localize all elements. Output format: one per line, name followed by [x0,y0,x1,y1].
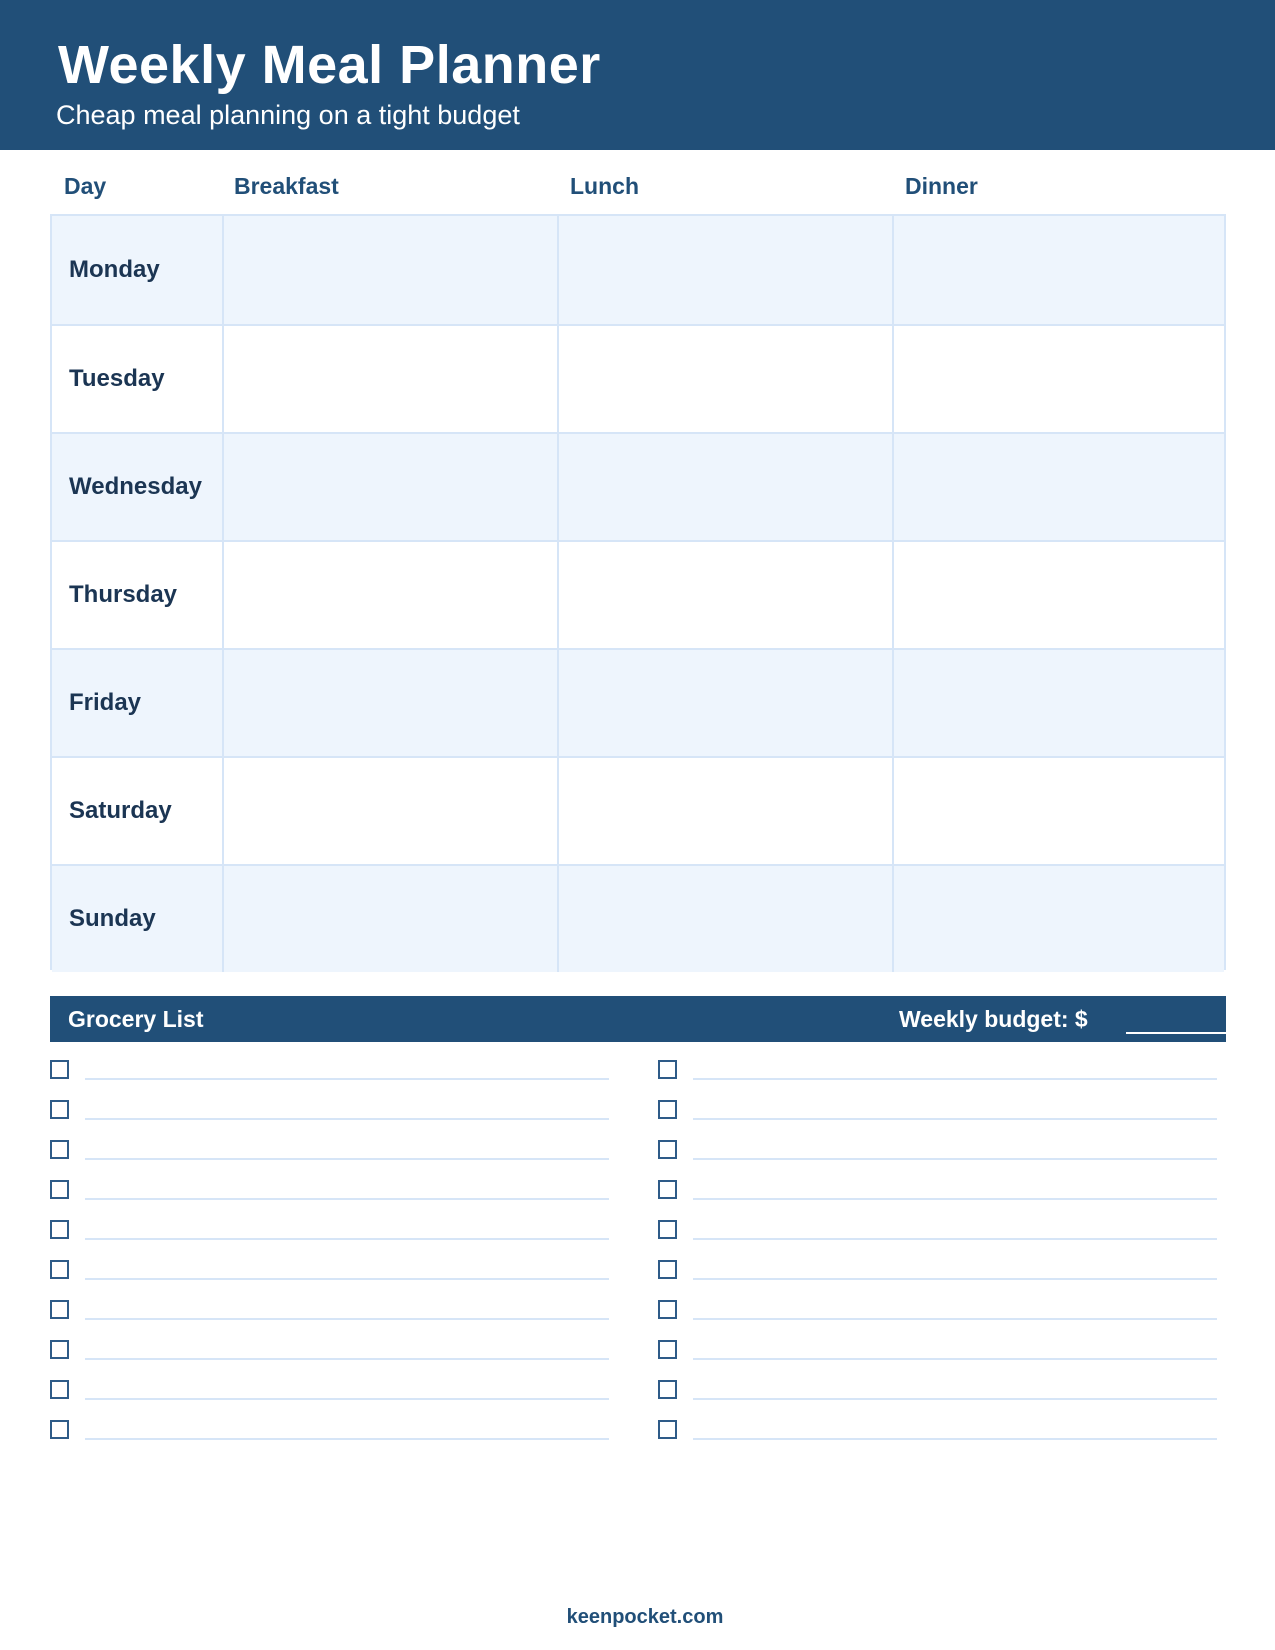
meal-row-thursday [52,540,1224,648]
meal-row-tuesday [52,324,1224,432]
grocery-item-line[interactable] [85,1238,609,1240]
dinner-cell[interactable] [892,542,1224,648]
empty-checkbox-icon[interactable] [658,1220,677,1239]
empty-checkbox-icon[interactable] [658,1420,677,1439]
meal-row-wednesday [52,432,1224,540]
lunch-cell[interactable] [557,434,892,540]
grocery-item-line[interactable] [85,1278,609,1280]
breakfast-cell[interactable] [222,758,557,864]
empty-checkbox-icon[interactable] [658,1140,677,1159]
empty-checkbox-icon[interactable] [50,1060,69,1079]
empty-checkbox-icon[interactable] [658,1340,677,1359]
empty-checkbox-icon[interactable] [50,1180,69,1199]
breakfast-cell[interactable] [222,326,557,432]
grocery-item-line[interactable] [85,1318,609,1320]
grocery-item-line[interactable] [85,1358,609,1360]
day-label: Sunday [69,905,156,932]
grocery-item-line[interactable] [693,1398,1217,1400]
empty-checkbox-icon[interactable] [50,1300,69,1319]
grocery-item-line[interactable] [85,1198,609,1200]
grocery-item-line[interactable] [85,1118,609,1120]
empty-checkbox-icon[interactable] [50,1260,69,1279]
empty-checkbox-icon[interactable] [658,1180,677,1199]
column-header-day: Day [64,173,107,199]
grocery-list-title: Grocery List [68,1006,204,1032]
day-cell [52,542,222,648]
footer-site-link[interactable]: keenpocket.com [566,1606,724,1628]
grocery-item-line[interactable] [85,1158,609,1160]
lunch-cell[interactable] [557,866,892,972]
breakfast-cell[interactable] [222,216,557,324]
weekly-budget-field[interactable] [1126,1032,1255,1034]
grocery-item-line[interactable] [693,1118,1217,1120]
empty-checkbox-icon[interactable] [50,1380,69,1399]
page-header [0,0,1275,150]
day-label: Thursday [69,581,178,608]
lunch-cell[interactable] [557,758,892,864]
day-cell [52,216,222,324]
lunch-cell[interactable] [557,326,892,432]
grocery-item-line[interactable] [693,1318,1217,1320]
grocery-item-line[interactable] [85,1078,609,1080]
empty-checkbox-icon[interactable] [50,1340,69,1359]
day-label: Monday [69,256,160,283]
page-subtitle: Cheap meal planning on a tight budget [56,100,520,130]
day-cell [52,758,222,864]
day-label: Saturday [69,797,172,824]
day-label: Tuesday [69,365,165,392]
empty-checkbox-icon[interactable] [50,1220,69,1239]
empty-checkbox-icon[interactable] [50,1420,69,1439]
empty-checkbox-icon[interactable] [658,1100,677,1119]
lunch-cell[interactable] [557,216,892,324]
grocery-item-line[interactable] [693,1078,1217,1080]
weekly-budget-label: Weekly budget: $ [899,1006,1088,1032]
grocery-item-line[interactable] [693,1278,1217,1280]
empty-checkbox-icon[interactable] [658,1260,677,1279]
page-title: Weekly Meal Planner [58,35,601,95]
dinner-cell[interactable] [892,650,1224,756]
grocery-list-header [50,996,1226,1042]
empty-checkbox-icon[interactable] [50,1140,69,1159]
grocery-item-line[interactable] [693,1358,1217,1360]
grocery-item-line[interactable] [693,1438,1217,1440]
day-cell [52,650,222,756]
grocery-item-line[interactable] [693,1158,1217,1160]
lunch-cell[interactable] [557,650,892,756]
dinner-cell[interactable] [892,326,1224,432]
breakfast-cell[interactable] [222,650,557,756]
meal-row-saturday [52,756,1224,864]
day-cell [52,866,222,972]
meal-row-monday [52,216,1224,324]
day-label: Friday [69,689,142,716]
empty-checkbox-icon[interactable] [50,1100,69,1119]
lunch-cell[interactable] [557,542,892,648]
breakfast-cell[interactable] [222,542,557,648]
breakfast-cell[interactable] [222,434,557,540]
meal-row-friday [52,648,1224,756]
column-header-lunch: Lunch [570,173,639,199]
dinner-cell[interactable] [892,758,1224,864]
column-header-dinner: Dinner [905,173,978,199]
dinner-cell[interactable] [892,434,1224,540]
column-header-breakfast: Breakfast [234,173,339,199]
grocery-item-line[interactable] [693,1238,1217,1240]
day-cell [52,326,222,432]
empty-checkbox-icon[interactable] [658,1380,677,1399]
grocery-item-line[interactable] [85,1398,609,1400]
day-cell [52,434,222,540]
dinner-cell[interactable] [892,216,1224,324]
dinner-cell[interactable] [892,866,1224,972]
grocery-item-line[interactable] [693,1198,1217,1200]
empty-checkbox-icon[interactable] [658,1060,677,1079]
meal-grid [50,214,1226,970]
breakfast-cell[interactable] [222,866,557,972]
meal-row-sunday [52,864,1224,972]
day-label: Wednesday [69,473,202,500]
grocery-item-line[interactable] [85,1438,609,1440]
empty-checkbox-icon[interactable] [658,1300,677,1319]
